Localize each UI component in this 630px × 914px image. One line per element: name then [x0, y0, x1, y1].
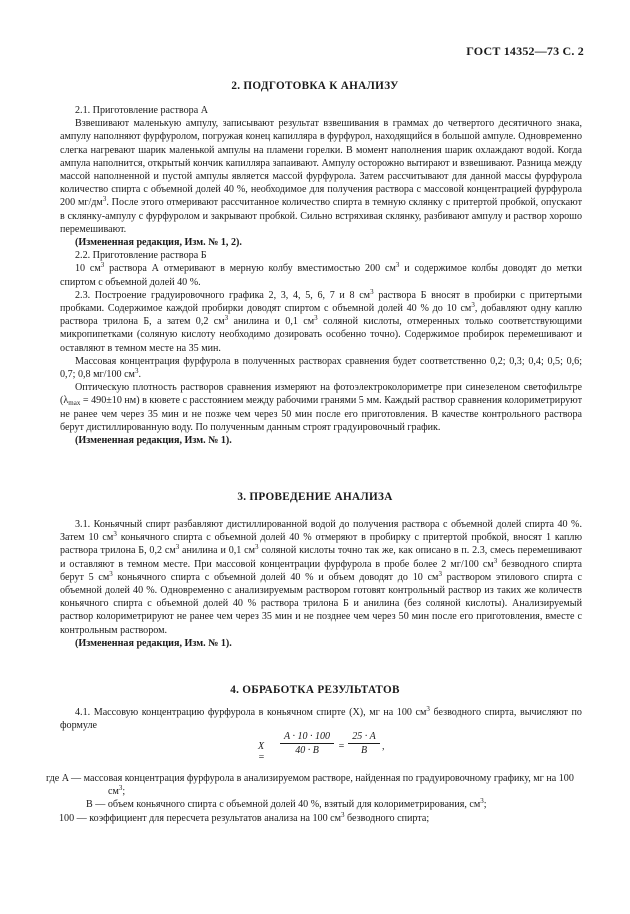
definition-A: где A — массовая концентрация фурфурола в анализируемом растворе, найденная по градуировочному графику, мг на 100 $см^3$;	[46, 773, 574, 798]
para-2-3-optical: Оптическую плотность растворов сравнения измеряют на фотоэлектроколориметре при синезеленом светофильтре ($\lambda_{max} = 490\pm 10$ нм) в кювете с расстоянием между рабочими гранями 5 мм. Каждый раствор сравнения колориметрируют не ранее чем через 35 мин и не позже чем через 50 мин после его приготовления. В качестве контрольного раствора берут дистиллированную воду. По полученным данным строят градуировочный график.	[60, 382, 582, 433]
para-2-1-heading: 2.1. Приготовление раствора А	[75, 105, 208, 116]
running-header: ГОСТ 14352—73 С. 2	[466, 44, 584, 58]
para-2-3-text: 2.3. Построение градуировочного графика 2, 3, 4, 5, 6, 7 и 8 $см^3$ раствора Б вносят в пробирки с притертыми пробками. Содержимое каждой пробирки доводят спиртом с объемной долей 40 % до 10 $см^3$, добавляют одну каплю раствора трилона Б, а затем 0,2 $см^3$ анилина и 0,1 $см^3$ соляной кислоты, отмеренных только соответствующими микропипетками (соляную кислоту необходимо дозировать особенно точно). Содержимое пробирок перемешивают и оставляют в темном месте на 35 мин.	[60, 287, 582, 354]
para-2-2-heading: 2.2. Приготовление раствора Б	[75, 250, 207, 262]
definition-B: B — объем коньячного спирта с объемной долей 40 %, взятый для колориметрирования, $см^3$;	[86, 797, 487, 811]
section-4-body	[60, 706, 582, 732]
section-3-title: 3. ПРОВЕДЕНИЕ АНАЛИЗА	[237, 491, 393, 503]
formula-lhs: X =	[258, 741, 265, 763]
fraction-1-numerator: A · 10 · 100	[280, 731, 334, 744]
amendment-note-2: (Измененная редакция, Изм. № 1).	[75, 435, 232, 447]
section-2-body	[60, 104, 582, 447]
definition-100: 100 — коэффициент для пересчета результатов анализа на 100 $см^3$ безводного спирта;	[59, 810, 430, 824]
formula-equals: =	[338, 741, 345, 752]
para-2-2-text: 10 $см^3$ раствора А отмеривают в мерную колбу вместимостью 200 $см^3$ и содержимое колбы доводят до метки спиртом с объемной долей 40 %.	[60, 261, 582, 288]
section-4-title: 4. ОБРАБОТКА РЕЗУЛЬТАТОВ	[230, 684, 400, 696]
para-3-1-text: 3.1. Коньячный спирт разбавляют дистиллированной водой до получения раствора с объемной долей спирта 40 %. Затем 10 $см^3$ коньячного спирта с объемной долей 40 % отмеряют в пробирку с притертой пробкой, вносят 1 каплю раствора трилона Б, 0,2 $см^3$ анилина и 0,1 $см^3$ соляной кислоты точно так же, как описано в п. 2.3, смесь перемешивают и оставляют в темном месте. При массовой концентрации фурфурола в пробе более 2 мг/100 $см^3$ безводного спирта берут 5 $см^3$ коньячного спирта с объемной долей 40 % и объем доводят до 10 $см^3$ раствором этилового спирта с объемной долей 40 %. Одновременно с анализируемым раствором готовят контрольный раствор из таких же количеств коньячного спирта с объемной долей 40 % раствора трилона Б и анилина (без соляной кислоты). Анализируемый раствор колориметрируют не ранее чем через 35 мин и не позднее чем через 50 мин после его приготовления, вместе с контрольным раствором.	[60, 519, 583, 636]
amendment-note-1: (Измененная редакция, Изм. № 1, 2).	[75, 237, 242, 249]
formula-fraction-1	[280, 731, 334, 757]
amendment-note-3: (Измененная редакция, Изм. № 1).	[75, 637, 232, 649]
section-3-body	[60, 518, 582, 650]
section-2-title: 2. ПОДГОТОВКА К АНАЛИЗУ	[231, 80, 399, 92]
para-4-1-text: 4.1. Массовую концентрацию фурфурола в коньячном спирте (X), мг на 100 $см^3$ безводного спирта, вычисляют по формуле	[60, 705, 582, 732]
para-2-1-text: Взвешивают маленькую ампулу, записывают результат взвешивания в граммах до четвертого десятичного знака, ампулу наполняют фурфуролом, погружая конец капилляра в фурфурол, находящийся в большой ампуле. Одновременно слегка нагревают шарик маленькой ампулы на пламени горелки. В момент наполнения шарик охлаждают водой. Когда ампула наполнится, открытый кончик капилляра запаивают. Ампулу осторожно вытирают и взвешивают. Разница между массой наполненной и пустой ампулы является массой фурфурола. Затем рассчитывают для данной массы фурфурола количество спирта с объемной долей 40 %, необходимое для получения раствора с массовой концентрацией фурфурола 200 $мг/дм^3$. После этого отмеривают рассчитанное количество спирта в темную склянку с притертой пробкой, опускают в склянку-ампулу с фурфуролом и закрывают пробкой. Сильно встряхивая склянку, разбивают ампулу и раствор хорошо перемешивают.	[60, 118, 582, 235]
fraction-1-denominator: 40 · B	[295, 745, 319, 756]
formula-fraction-2	[348, 731, 380, 757]
fraction-2-denominator: B	[360, 745, 368, 756]
formula-end-comma: ,	[382, 741, 385, 752]
fraction-2-numerator: 25 · A	[348, 731, 380, 744]
para-2-3-concentrations: Массовая концентрация фурфурола в полученных растворах сравнения будет соответственно 0,2; 0,3; 0,4; 0,5; 0,6; 0,7; 0,8 мг/100 $см^3$.	[60, 355, 582, 381]
variable-definitions	[46, 772, 586, 825]
